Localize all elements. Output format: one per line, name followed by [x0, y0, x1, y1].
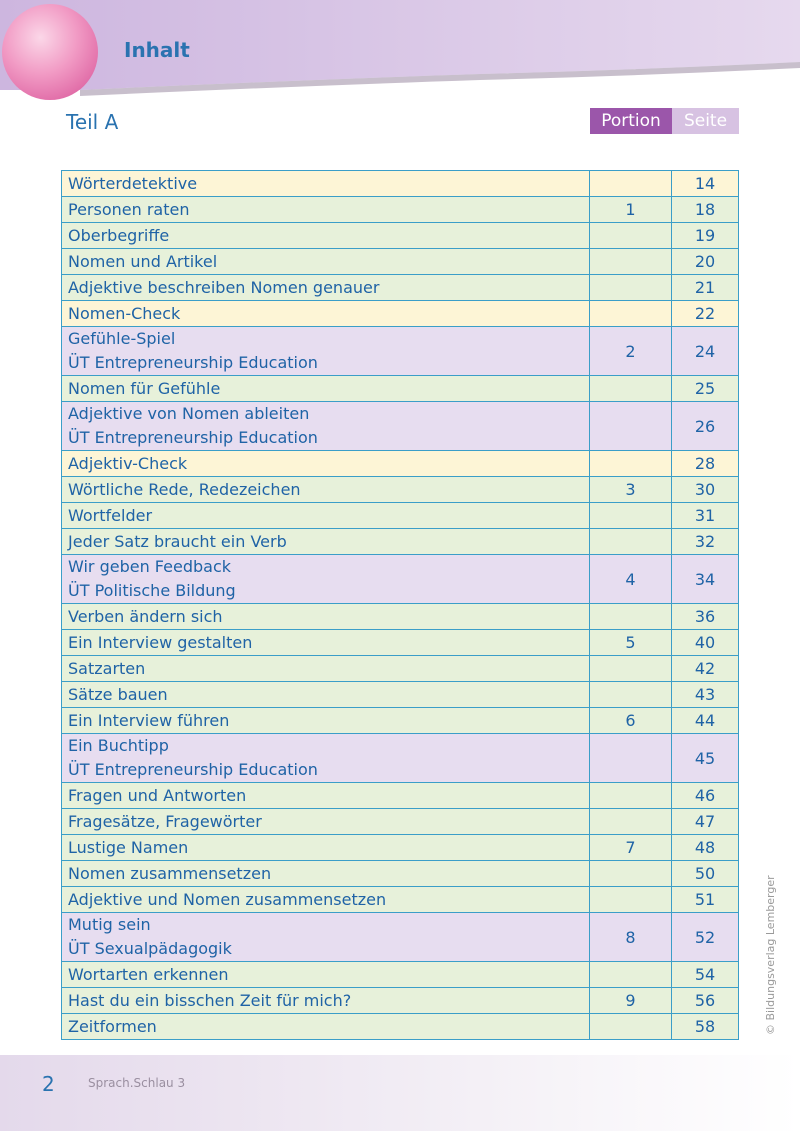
- portion-cell: [590, 529, 672, 555]
- topic-text: ÜT Politische Bildung: [68, 581, 236, 600]
- topic-text: Satzarten: [68, 659, 146, 678]
- page-cell: 30: [672, 477, 739, 503]
- topic-text: Wortfelder: [68, 506, 153, 525]
- topic-cell: [62, 555, 590, 604]
- portion-cell: 1: [590, 197, 672, 223]
- topic-text: Wörtliche Rede, Redezeichen: [68, 480, 301, 499]
- page-cell: 45: [672, 734, 739, 783]
- portion-cell: [590, 301, 672, 327]
- topic-cell: [62, 223, 590, 249]
- topic-cell: [62, 809, 590, 835]
- page-cell: 18: [672, 197, 739, 223]
- topic-cell: [62, 477, 590, 503]
- table-row: [62, 275, 739, 301]
- portion-cell: [590, 682, 672, 708]
- portion-cell: [590, 604, 672, 630]
- topic-text: Adjektive von Nomen ableiten: [68, 404, 310, 423]
- portion-cell: [590, 783, 672, 809]
- table-row: [62, 887, 739, 913]
- portion-cell: 5: [590, 630, 672, 656]
- topic-text: Fragen und Antworten: [68, 786, 247, 805]
- page-cell: 31: [672, 503, 739, 529]
- section-title: Teil A: [66, 110, 119, 134]
- seite-column-badge: Seite: [672, 108, 739, 134]
- portion-cell: [590, 809, 672, 835]
- portion-cell: 6: [590, 708, 672, 734]
- table-row: [62, 913, 739, 962]
- page-cell: 46: [672, 783, 739, 809]
- header-band: [0, 0, 800, 100]
- table-row: [62, 1014, 739, 1040]
- table-row: [62, 835, 739, 861]
- page-cell: 44: [672, 708, 739, 734]
- topic-cell: [62, 656, 590, 682]
- portion-cell: [590, 734, 672, 783]
- topic-text: ÜT Sexualpädagogik: [68, 939, 232, 958]
- portion-cell: 7: [590, 835, 672, 861]
- portion-cell: 8: [590, 913, 672, 962]
- topic-cell: [62, 376, 590, 402]
- topic-cell: [62, 1014, 590, 1040]
- page-cell: 48: [672, 835, 739, 861]
- topic-cell: [62, 604, 590, 630]
- table-row: [62, 734, 739, 783]
- table-row: [62, 327, 739, 376]
- table-row: [62, 604, 739, 630]
- portion-cell: [590, 223, 672, 249]
- topic-cell: [62, 275, 590, 301]
- topic-text: Verben ändern sich: [68, 607, 223, 626]
- topic-cell: [62, 197, 590, 223]
- table-row: [62, 171, 739, 197]
- portion-cell: [590, 887, 672, 913]
- table-row: [62, 809, 739, 835]
- page-cell: 22: [672, 301, 739, 327]
- topic-text: Zeitformen: [68, 1017, 157, 1036]
- page-cell: 19: [672, 223, 739, 249]
- topic-text: ÜT Entrepreneurship Education: [68, 760, 318, 779]
- page-cell: 28: [672, 451, 739, 477]
- page-cell: 54: [672, 962, 739, 988]
- portion-cell: [590, 451, 672, 477]
- footer-band: [0, 1055, 800, 1131]
- portion-cell: [590, 1014, 672, 1040]
- page-cell: 58: [672, 1014, 739, 1040]
- page-title: Inhalt: [124, 38, 190, 62]
- page-cell: 32: [672, 529, 739, 555]
- topic-cell: [62, 887, 590, 913]
- portion-cell: 3: [590, 477, 672, 503]
- table-row: [62, 988, 739, 1014]
- page-cell: 47: [672, 809, 739, 835]
- table-row: [62, 197, 739, 223]
- portion-column-badge: Portion: [590, 108, 672, 134]
- table-row: [62, 529, 739, 555]
- topic-text: Adjektive beschreiben Nomen genauer: [68, 278, 380, 297]
- table-row: [62, 682, 739, 708]
- topic-cell: [62, 913, 590, 962]
- topic-text: Hast du ein bisschen Zeit für mich?: [68, 991, 352, 1010]
- table-row: [62, 451, 739, 477]
- portion-cell: 4: [590, 555, 672, 604]
- page-cell: 43: [672, 682, 739, 708]
- page-cell: 42: [672, 656, 739, 682]
- table-row: [62, 223, 739, 249]
- portion-cell: 2: [590, 327, 672, 376]
- topic-text: Ein Buchtipp: [68, 736, 169, 755]
- portion-cell: [590, 376, 672, 402]
- table-row: [62, 962, 739, 988]
- topic-cell: [62, 249, 590, 275]
- table-row: [62, 477, 739, 503]
- topic-text: Fragesätze, Fragewörter: [68, 812, 262, 831]
- page-number: 2: [42, 1072, 55, 1096]
- topic-text: Sätze bauen: [68, 685, 168, 704]
- topic-text: Ein Interview führen: [68, 711, 230, 730]
- table-row: [62, 503, 739, 529]
- page-cell: 56: [672, 988, 739, 1014]
- topic-text: Nomen und Artikel: [68, 252, 218, 271]
- page-cell: 50: [672, 861, 739, 887]
- topic-text: ÜT Entrepreneurship Education: [68, 353, 318, 372]
- table-row: [62, 402, 739, 451]
- page-cell: 25: [672, 376, 739, 402]
- page-cell: 52: [672, 913, 739, 962]
- topic-text: Ein Interview gestalten: [68, 633, 253, 652]
- table-row: [62, 656, 739, 682]
- table-row: [62, 630, 739, 656]
- portion-cell: 9: [590, 988, 672, 1014]
- page-cell: 26: [672, 402, 739, 451]
- table-of-contents: [61, 170, 739, 1040]
- page-cell: 40: [672, 630, 739, 656]
- topic-text: ÜT Entrepreneurship Education: [68, 428, 318, 447]
- table-row: [62, 301, 739, 327]
- portion-cell: [590, 962, 672, 988]
- topic-text: Jeder Satz braucht ein Verb: [68, 532, 287, 551]
- topic-cell: [62, 529, 590, 555]
- portion-cell: [590, 861, 672, 887]
- topic-cell: [62, 708, 590, 734]
- topic-text: Lustige Namen: [68, 838, 189, 857]
- topic-cell: [62, 327, 590, 376]
- topic-cell: [62, 988, 590, 1014]
- portion-cell: [590, 171, 672, 197]
- topic-cell: [62, 835, 590, 861]
- topic-cell: [62, 861, 590, 887]
- topic-cell: [62, 301, 590, 327]
- topic-text: Adjektiv-Check: [68, 454, 188, 473]
- table-row: [62, 861, 739, 887]
- table-row: [62, 708, 739, 734]
- topic-text: Nomen für Gefühle: [68, 379, 221, 398]
- book-title: Sprach.Schlau 3: [88, 1076, 186, 1090]
- portion-cell: [590, 249, 672, 275]
- topic-cell: [62, 503, 590, 529]
- topic-cell: [62, 783, 590, 809]
- portion-cell: [590, 275, 672, 301]
- table-row: [62, 249, 739, 275]
- topic-cell: [62, 451, 590, 477]
- topic-cell: [62, 962, 590, 988]
- topic-text: Oberbegriffe: [68, 226, 170, 245]
- topic-text: Nomen zusammensetzen: [68, 864, 272, 883]
- topic-text: Mutig sein: [68, 915, 151, 934]
- page-cell: 20: [672, 249, 739, 275]
- portion-cell: [590, 503, 672, 529]
- topic-text: Nomen-Check: [68, 304, 181, 323]
- pink-circle-decoration: [2, 4, 98, 100]
- topic-text: Adjektive und Nomen zusammensetzen: [68, 890, 387, 909]
- page-cell: 34: [672, 555, 739, 604]
- page-cell: 36: [672, 604, 739, 630]
- table-row: [62, 783, 739, 809]
- topic-cell: [62, 682, 590, 708]
- portion-cell: [590, 402, 672, 451]
- page-cell: 14: [672, 171, 739, 197]
- page-cell: 24: [672, 327, 739, 376]
- topic-cell: [62, 402, 590, 451]
- table-row: [62, 555, 739, 604]
- topic-text: Wörterdetektive: [68, 174, 198, 193]
- table-row: [62, 376, 739, 402]
- topic-text: Gefühle-Spiel: [68, 329, 176, 348]
- topic-cell: [62, 734, 590, 783]
- topic-text: Wir geben Feedback: [68, 557, 231, 576]
- topic-text: Personen raten: [68, 200, 190, 219]
- page-cell: 21: [672, 275, 739, 301]
- topic-cell: [62, 630, 590, 656]
- topic-cell: [62, 171, 590, 197]
- copyright-notice: © Bildungsverlag Lemberger: [764, 875, 777, 1035]
- portion-cell: [590, 656, 672, 682]
- page-cell: 51: [672, 887, 739, 913]
- topic-text: Wortarten erkennen: [68, 965, 229, 984]
